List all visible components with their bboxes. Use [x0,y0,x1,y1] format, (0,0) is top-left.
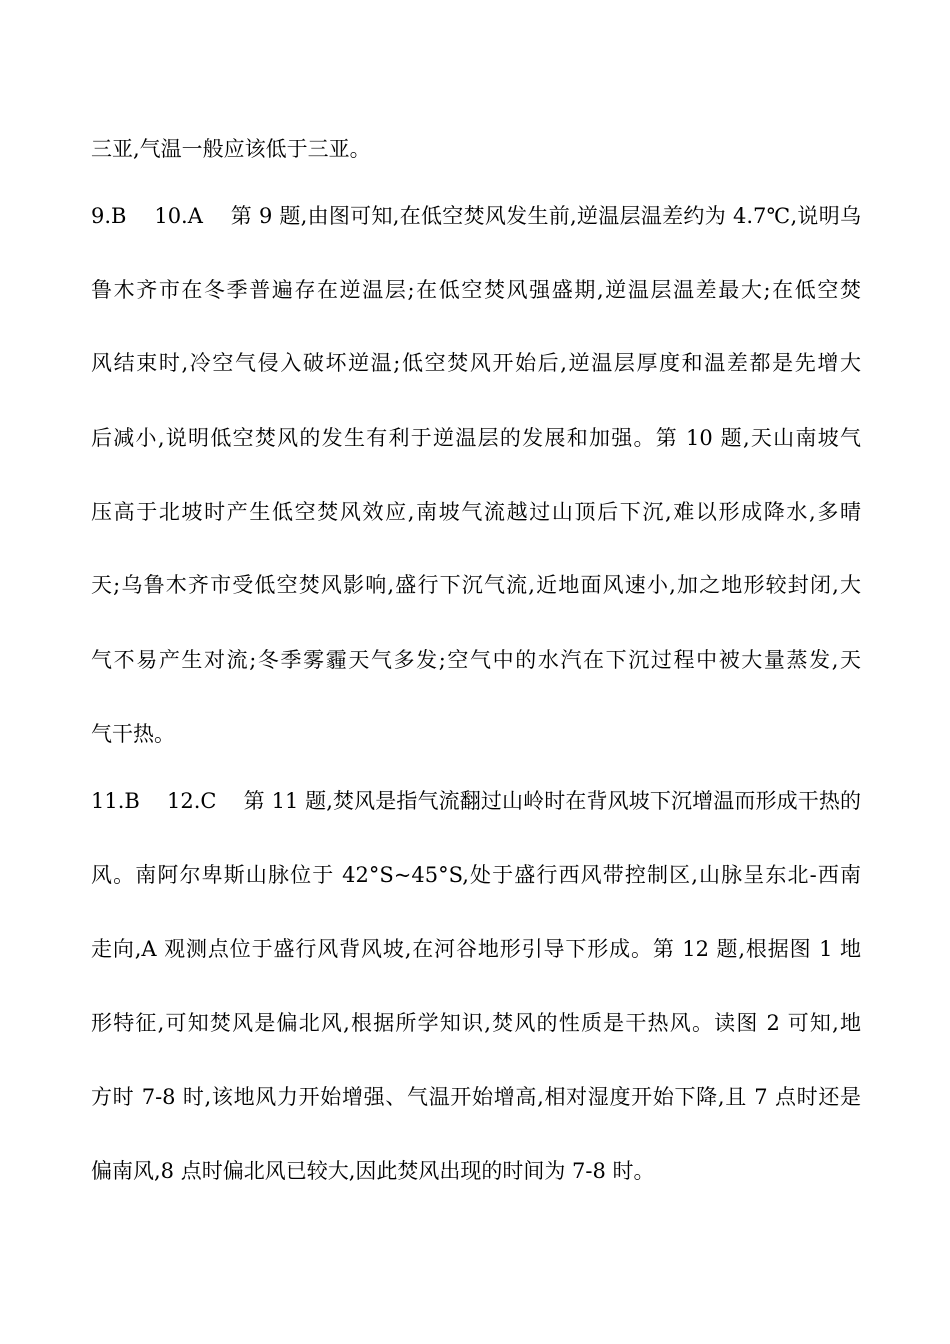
text-line-13: 形特征,可知焚风是偏北风,根据所学知识,焚风的性质是干热风。读图 2 可知,地 [91,1011,861,1035]
text-line-1: 三亚,气温一般应该低于三亚。 [91,137,371,161]
text-line-2: 9.B 10.A 第 9 题,由图可知,在低空焚风发生前,逆温层温差约为 4.7℃,说明乌 [91,204,861,228]
text-line-5: 后减小,说明低空焚风的发生有利于逆温层的发展和加强。第 10 题,天山南坡气 [91,426,861,450]
text-line-6: 压高于北坡时产生低空焚风效应,南坡气流越过山顶后下沉,难以形成降水,多晴 [91,500,861,524]
text-line-11: 风。南阿尔卑斯山脉位于 42°S~45°S,处于盛行西风带控制区,山脉呈东北-西南 [91,863,861,887]
text-line-4: 风结束时,冷空气侵入破坏逆温;低空焚风开始后,逆温层厚度和温差都是先增大 [91,351,861,375]
text-line-15: 偏南风,8 点时偏北风已较大,因此焚风出现的时间为 7-8 时。 [91,1159,655,1183]
text-line-9: 气干热。 [91,722,175,746]
text-line-12: 走向,A 观测点位于盛行风背风坡,在河谷地形引导下形成。第 12 题,根据图 1 地 [91,937,861,961]
text-line-7: 天;乌鲁木齐市受低空焚风影响,盛行下沉气流,近地面风速小,加之地形较封闭,大 [91,573,861,597]
text-line-8: 气不易产生对流;冬季雾霾天气多发;空气中的水汽在下沉过程中被大量蒸发,天 [91,648,861,672]
text-line-10: 11.B 12.C 第 11 题,焚风是指气流翻过山岭时在背风坡下沉增温而形成干热的 [91,789,861,813]
text-line-14: 方时 7-8 时,该地风力开始增强、气温开始增高,相对湿度开始下降,且 7 点时还是 [91,1085,861,1109]
text-line-3: 鲁木齐市在冬季普遍存在逆温层;在低空焚风强盛期,逆温层温差最大;在低空焚 [91,278,861,302]
